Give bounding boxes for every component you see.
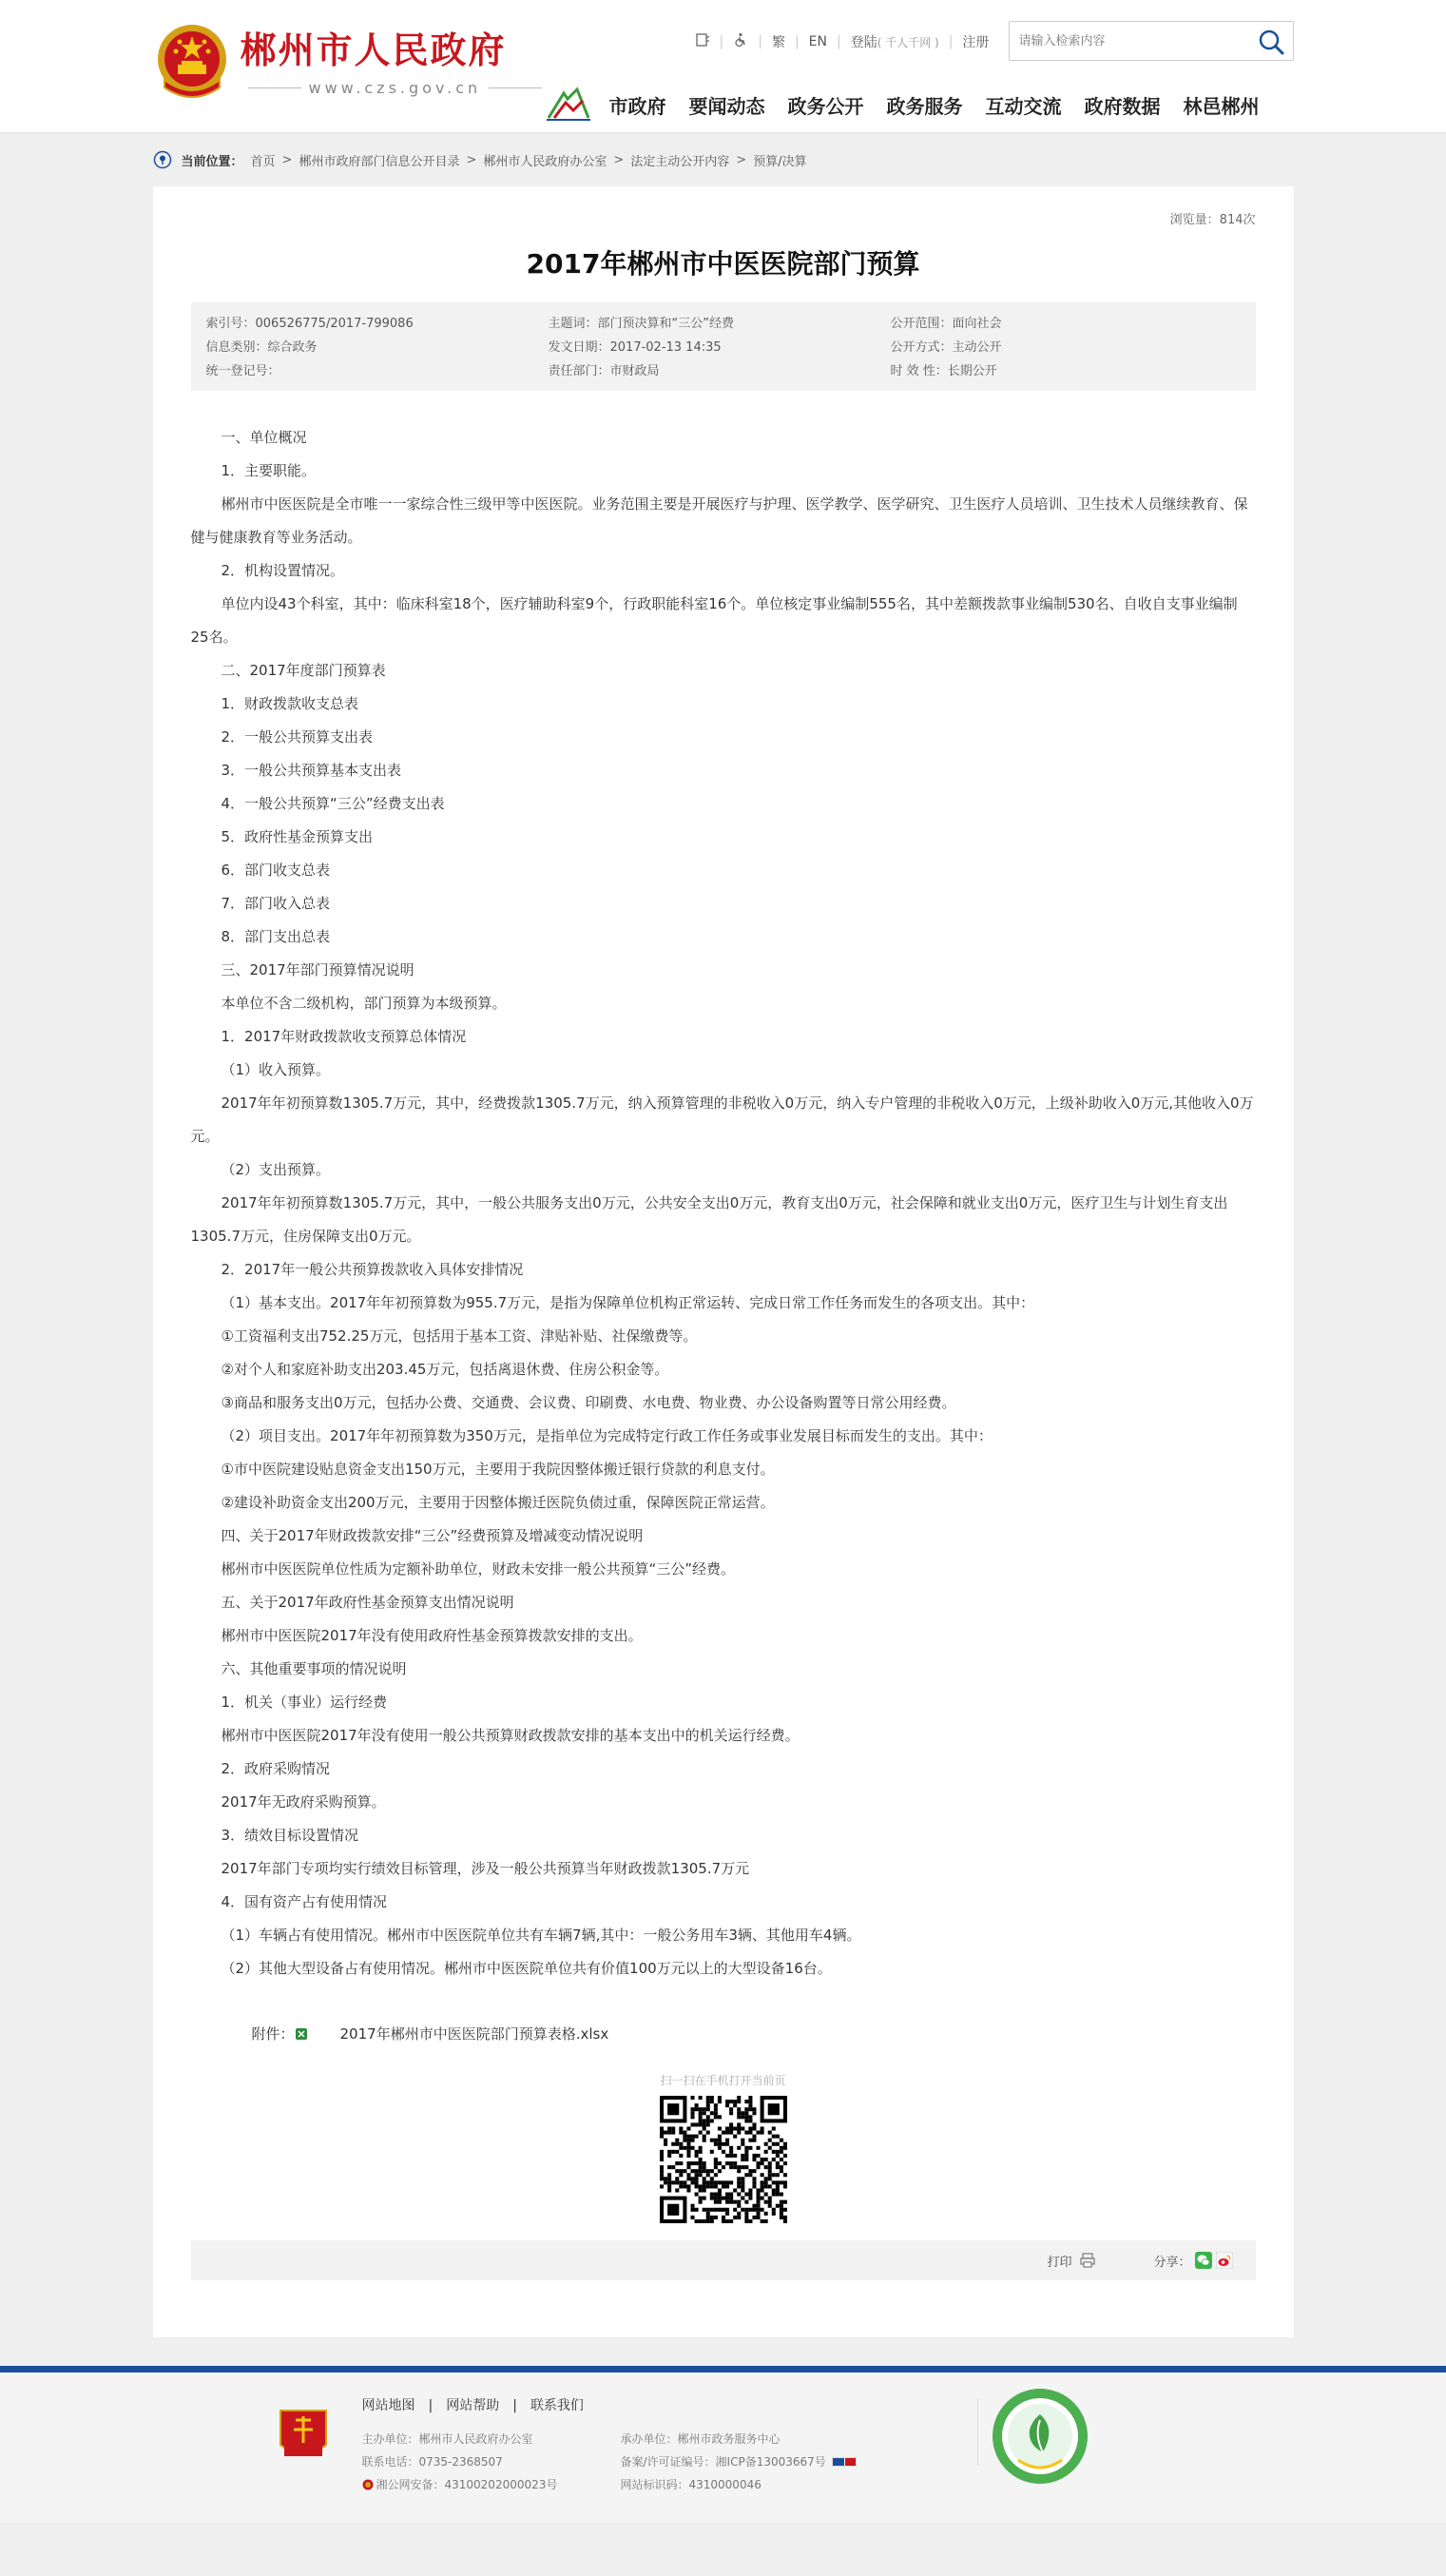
paragraph: （1）收入预算。 xyxy=(221,1061,331,1078)
meta-keywords: 主题词：部门预决算和“三公”经费 xyxy=(548,317,734,331)
english-link[interactable]: EN xyxy=(808,34,827,49)
breadcrumb-separator: > xyxy=(466,152,477,167)
site-name: 郴州市人民政府 xyxy=(240,28,507,71)
paragraph: 3．绩效目标设置情况 xyxy=(221,1827,359,1844)
paragraph: 1．2017年财政拨款收支预算总体情况 xyxy=(221,1028,467,1045)
paragraph: 二、2017年度部门预算表 xyxy=(221,662,386,679)
footer-sitemap-link[interactable]: 网站地图 xyxy=(361,2398,415,2413)
cnzz-stat-icon[interactable] xyxy=(832,2457,857,2467)
attachment xyxy=(191,2024,1256,2043)
login-note: ( 千人千网 ) xyxy=(877,36,939,49)
paragraph: 本单位不含二级机构，部门预算为本级预算。 xyxy=(221,995,507,1012)
share-bar xyxy=(191,2240,1256,2280)
printer-icon xyxy=(1079,2252,1096,2269)
breadcrumb-separator: > xyxy=(736,152,747,167)
article-body xyxy=(191,391,1256,1985)
nav-government-affairs-open[interactable]: 政务公开 xyxy=(787,94,864,118)
paragraph: （1）车辆占有使用情况。郴州市中医医院单位共有车辆7辆,其中：一般公务用车3辆、其他用车4辆。 xyxy=(221,1927,861,1944)
nav-city-government[interactable]: 市政府 xyxy=(608,94,666,118)
register-link[interactable]: 注册 xyxy=(962,35,990,50)
excel-file-icon xyxy=(295,2027,308,2041)
paragraph: 2．2017年一般公共预算拨款收入具体安排情况 xyxy=(221,1261,524,1278)
weibo-icon[interactable] xyxy=(1216,2252,1233,2269)
breadcrumb-home[interactable]: 首页 xyxy=(250,154,276,169)
paragraph: 5．政府性基金预算支出 xyxy=(221,828,374,845)
paragraph: ①市中医院建设贴息资金支出150万元，主要用于我院因整体搬迁银行贷款的利息支付。 xyxy=(221,1461,775,1478)
article-container xyxy=(153,186,1294,2337)
wheelchair-icon xyxy=(733,32,748,48)
paragraph: 一、单位概况 xyxy=(221,429,307,446)
paragraph: （1）基本支出。2017年年初预算数为955.7万元，是指为保障单位机构正常运转、完成日常工作任务而发生的各项支出。其中： xyxy=(221,1294,1035,1311)
paragraph: 四、关于2017年财政拨款安排“三公”经费预算及增减变动情况说明 xyxy=(221,1527,644,1544)
meta-category: 信息类别：综合政务 xyxy=(205,340,318,355)
paragraph: 8．部门支出总表 xyxy=(221,928,331,945)
footer-organizer: 主办单位：郴州市人民政府办公室 xyxy=(361,2432,533,2446)
paragraph: 2017年年初预算数1305.7万元，其中，经费拨款1305.7万元，纳入预算管理的非税收入0万元，纳入专户管理的非税收入0万元，上级补助收入0万元,其他收入0万元。 xyxy=(190,1094,1254,1145)
civilized-city-badge[interactable] xyxy=(990,2386,1090,2487)
paragraph: 6．部门收支总表 xyxy=(221,862,331,879)
print-button[interactable] xyxy=(1047,2252,1096,2270)
main-nav xyxy=(545,86,1260,124)
national-emblem-icon xyxy=(153,21,231,103)
paragraph: 五、关于2017年政府性基金预算支出情况说明 xyxy=(221,1594,514,1611)
footer-icp[interactable]: 备案/许可证编号：湘ICP备13003667号 xyxy=(620,2455,826,2469)
share-group xyxy=(1153,2252,1232,2270)
paragraph: ②建设补助资金支出200万元，主要用于因整体搬迁医院负债过重，保障医院正常运营。 xyxy=(221,1494,775,1511)
search-icon[interactable] xyxy=(1257,28,1285,56)
nav-interaction[interactable]: 互动交流 xyxy=(985,94,1062,118)
paragraph: 2017年部门专项均实行绩效目标管理，涉及一般公共预算当年财政拨款1305.7万元 xyxy=(221,1860,750,1877)
paragraph: 2．政府采购情况 xyxy=(221,1760,331,1777)
paragraph: 4．国有资产占有使用情况 xyxy=(221,1893,388,1910)
paragraph: 郴州市中医医院单位性质为定额补助单位，财政未安排一般公共预算“三公”经费。 xyxy=(221,1560,736,1578)
attachment-link[interactable]: 2017年郴州市中医医院部门预算表格.xlsx xyxy=(339,2025,609,2043)
nav-government-data[interactable]: 政府数据 xyxy=(1084,94,1161,118)
breadcrumb-statutory[interactable]: 法定主动公开内容 xyxy=(630,154,730,169)
meta-index-number: 索引号：006526775/2017-799086 xyxy=(205,317,414,331)
nav-government-service[interactable]: 政务服务 xyxy=(886,94,963,118)
meta-department: 责任部门：市财政局 xyxy=(548,364,660,378)
wechat-icon[interactable] xyxy=(1195,2252,1212,2269)
paragraph: （2）项目支出。2017年年初预算数为350万元，是指单位为完成特定行政工作任务或事业发展目标而发生的支出。其中： xyxy=(221,1427,993,1444)
paragraph: 2017年无政府采购预算。 xyxy=(221,1793,386,1811)
footer-contact-link[interactable]: 联系我们 xyxy=(530,2398,584,2413)
paragraph: 三、2017年部门预算情况说明 xyxy=(221,961,415,978)
qr-tip: 扫一扫在手机打开当前页 xyxy=(660,2074,786,2087)
paragraph: ③商品和服务支出0万元，包括办公费、交通费、会议费、印刷费、水电费、物业费、办公设备购置等日常公用经费。 xyxy=(221,1394,956,1411)
qr-section xyxy=(191,2072,1256,2223)
elder-mode-button[interactable] xyxy=(695,32,710,51)
footer-site-id: 网站标识码：4310000046 xyxy=(620,2478,762,2491)
search-box xyxy=(1009,21,1294,61)
divider xyxy=(977,2399,978,2466)
meta-scope: 公开范围：面向社会 xyxy=(890,317,1002,331)
footer-phone: 联系电话：0735-2368507 xyxy=(361,2455,503,2469)
site-footer xyxy=(0,2366,1446,2523)
header-tools: | | 繁 | EN | 登陆( 千人千网 ) | 注册 xyxy=(685,32,999,51)
footer-links: 网站地图 | 网站帮助 | 联系我们 xyxy=(361,2398,584,2413)
breadcrumb-directory[interactable]: 郴州市政府部门信息公开目录 xyxy=(299,154,460,169)
print-label: 打印 xyxy=(1047,2255,1072,2270)
breadcrumb-label: 当前位置： xyxy=(181,154,243,169)
paragraph: 1．主要职能。 xyxy=(221,462,317,479)
paragraph: 2．一般公共预算支出表 xyxy=(221,728,374,746)
meta-validity: 时 效 性：长期公开 xyxy=(890,364,997,378)
breadcrumb-separator: > xyxy=(281,152,293,167)
breadcrumb xyxy=(153,133,1294,186)
article-meta xyxy=(191,302,1256,391)
paragraph: 郴州市中医医院是全市唯一一家综合性三级甲等中医医院。业务范围主要是开展医疗与护理、医学教学、医学研究、卫生医疗人员培训、卫生技术人员继续教育、保健与健康教育等业务活动。 xyxy=(190,495,1248,546)
breadcrumb-separator: > xyxy=(613,152,625,167)
divider xyxy=(489,87,542,88)
site-url: www.czs.gov.cn xyxy=(308,78,482,97)
paragraph: 单位内设43个科室，其中：临床科室18个，医疗辅助科室9个，行政职能科室16个。单位核定事业编制555名，其中差额拨款事业编制530名、自收自支事业编制25名。 xyxy=(190,595,1238,646)
qr-code xyxy=(660,2096,787,2223)
paragraph: （2）支出预算。 xyxy=(221,1161,331,1178)
paragraph: 1．财政拨款收支总表 xyxy=(221,695,359,712)
nav-linyi-chenzhou[interactable]: 林邑郴州 xyxy=(1183,94,1260,118)
meta-publish-method: 公开方式：主动公开 xyxy=(890,340,1002,355)
paragraph: ②对个人和家庭补助支出203.45万元，包括离退休费、住房公积金等。 xyxy=(221,1361,669,1378)
meta-registration-number: 统一登记号： xyxy=(205,364,280,378)
police-badge-icon xyxy=(362,2479,374,2490)
paragraph: 7．部门收入总表 xyxy=(221,895,331,912)
footer-help-link[interactable]: 网站帮助 xyxy=(446,2398,500,2413)
paragraph: 郴州市中医医院2017年没有使用政府性基金预算拨款安排的支出。 xyxy=(221,1627,643,1644)
paragraph: 2017年年初预算数1305.7万元，其中，一般公共服务支出0万元，公共安全支出0万元，教育支出0万元，社会保障和就业支出0万元，医疗卫生与计划生育支出1305.7万元，住房保障支出0万元。 xyxy=(190,1194,1228,1245)
breadcrumb-office[interactable]: 郴州市人民政府办公室 xyxy=(483,154,607,169)
breadcrumb-budget[interactable]: 预算/决算 xyxy=(753,154,807,169)
paragraph: ①工资福利支出752.25万元，包括用于基本工资、津贴补贴、社保缴费等。 xyxy=(221,1327,698,1345)
article-title: 2017年郴州市中医医院部门预算 xyxy=(526,248,920,280)
elder-mode-icon xyxy=(695,32,710,48)
attachment-label: 附件： xyxy=(251,2025,295,2043)
site-logo[interactable] xyxy=(153,21,550,103)
nav-news[interactable]: 要闻动态 xyxy=(688,94,765,118)
site-header xyxy=(0,0,1446,133)
login-label: 登陆 xyxy=(850,35,877,50)
paragraph: 2．机构设置情况。 xyxy=(221,562,345,579)
paragraph: 4．一般公共预算“三公”经费支出表 xyxy=(221,795,445,812)
footer-police-record[interactable]: 湘公网安备：43100202000023号 xyxy=(376,2478,558,2491)
footer-undertaker: 承办单位：郴州市政务服务中心 xyxy=(620,2432,781,2446)
share-label: 分享： xyxy=(1153,2255,1191,2270)
search-input[interactable] xyxy=(1010,22,1247,60)
party-government-badge[interactable] xyxy=(277,2405,330,2466)
location-pin-icon xyxy=(153,150,172,169)
paragraph: 郴州市中医医院2017年没有使用一般公共预算财政拨款安排的基本支出中的机关运行经费。 xyxy=(221,1727,800,1744)
traditional-chinese-link[interactable]: 繁 xyxy=(771,35,785,50)
paragraph: 1．机关（事业）运行经费 xyxy=(221,1694,388,1711)
footer-info xyxy=(362,2431,887,2492)
paragraph: 六、其他重要事项的情况说明 xyxy=(221,1660,407,1677)
login-link[interactable] xyxy=(851,32,939,51)
nav-logo-icon xyxy=(545,86,592,124)
view-count: 浏览量：814次 xyxy=(1169,213,1256,227)
accessibility-button[interactable] xyxy=(733,32,748,51)
paragraph: 3．一般公共预算基本支出表 xyxy=(221,762,402,779)
paragraph: （2）其他大型设备占有使用情况。郴州市中医医院单位共有价值100万元以上的大型设备16台。 xyxy=(221,1960,832,1977)
meta-date: 发文日期：2017-02-13 14:35 xyxy=(548,340,722,355)
divider xyxy=(248,87,301,88)
